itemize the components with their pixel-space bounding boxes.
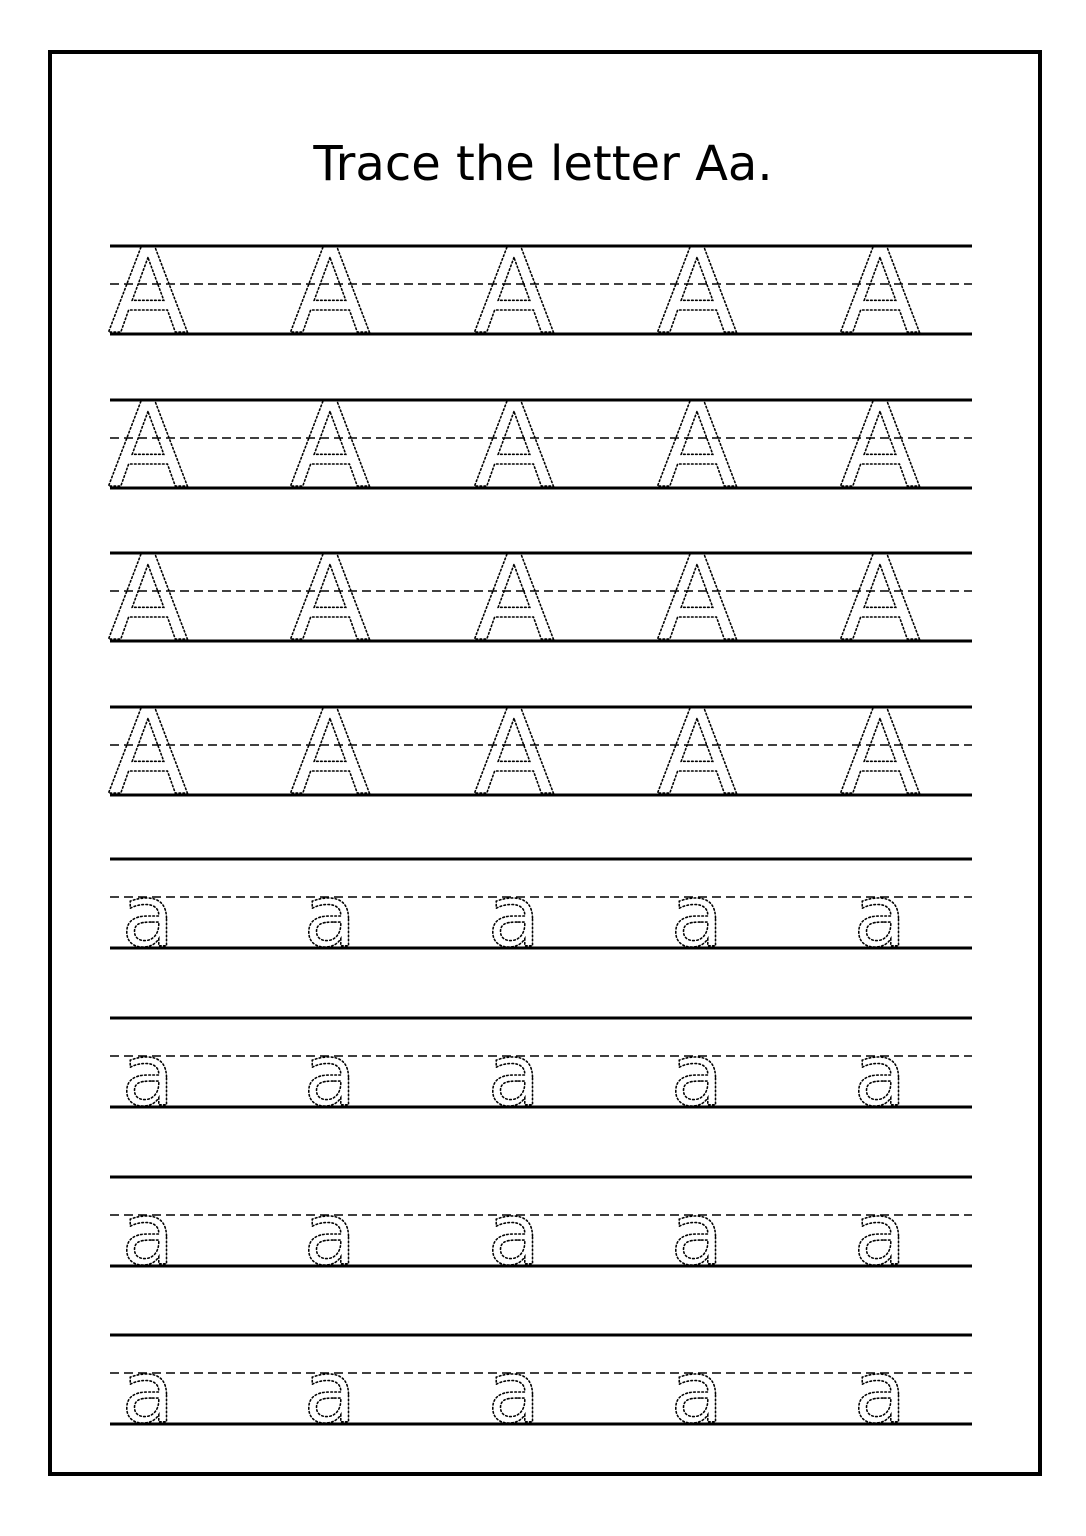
traceable-letter-lowercase: a xyxy=(303,867,357,967)
traceable-letter-uppercase: A xyxy=(289,683,371,821)
traceable-letter-uppercase: A xyxy=(839,222,921,360)
traceable-letter-uppercase: A xyxy=(107,683,189,821)
traceable-letter-uppercase: A xyxy=(839,529,921,667)
traceable-letter-lowercase: a xyxy=(487,1026,541,1126)
traceable-letter-lowercase: a xyxy=(303,1343,357,1443)
lowercase-row xyxy=(110,1335,972,1443)
traceable-letter-lowercase: a xyxy=(487,867,541,967)
traceable-letter-lowercase: a xyxy=(121,867,175,967)
lowercase-row xyxy=(110,1177,972,1285)
traceable-letter-uppercase: A xyxy=(107,529,189,667)
uppercase-row xyxy=(108,683,972,821)
traceable-letter-uppercase: A xyxy=(839,376,921,514)
worksheet-title: Trace the letter Aa. xyxy=(313,136,773,192)
traceable-letter-uppercase: A xyxy=(289,529,371,667)
traceable-letter-uppercase: A xyxy=(656,529,738,667)
traceable-letter-uppercase: A xyxy=(656,376,738,514)
uppercase-row xyxy=(108,376,972,514)
traceable-letter-lowercase: a xyxy=(303,1026,357,1126)
traceable-letter-lowercase: a xyxy=(487,1185,541,1285)
traceable-letter-lowercase: a xyxy=(487,1343,541,1443)
uppercase-row xyxy=(108,222,972,360)
traceable-letter-uppercase: A xyxy=(473,376,555,514)
traceable-letter-uppercase: A xyxy=(656,683,738,821)
traceable-letter-uppercase: A xyxy=(107,222,189,360)
traceable-letter-uppercase: A xyxy=(107,376,189,514)
traceable-letter-lowercase: a xyxy=(121,1026,175,1126)
traceable-letter-lowercase: a xyxy=(670,1026,724,1126)
lowercase-row xyxy=(110,859,972,967)
traceable-letter-uppercase: A xyxy=(289,222,371,360)
traceable-letter-lowercase: a xyxy=(121,1343,175,1443)
traceable-letter-lowercase: a xyxy=(853,867,907,967)
traceable-letter-lowercase: a xyxy=(670,1343,724,1443)
traceable-letter-lowercase: a xyxy=(121,1185,175,1285)
traceable-letter-lowercase: a xyxy=(853,1026,907,1126)
traceable-letter-uppercase: A xyxy=(473,222,555,360)
traceable-letter-lowercase: a xyxy=(670,867,724,967)
traceable-letter-uppercase: A xyxy=(473,683,555,821)
traceable-letter-uppercase: A xyxy=(473,529,555,667)
traceable-letter-lowercase: a xyxy=(853,1185,907,1285)
traceable-letter-lowercase: a xyxy=(303,1185,357,1285)
traceable-letter-uppercase: A xyxy=(656,222,738,360)
traceable-letter-uppercase: A xyxy=(289,376,371,514)
lowercase-row xyxy=(110,1018,972,1126)
traceable-letter-lowercase: a xyxy=(853,1343,907,1443)
traceable-letter-lowercase: a xyxy=(670,1185,724,1285)
uppercase-row xyxy=(108,529,972,667)
traceable-letter-uppercase: A xyxy=(839,683,921,821)
